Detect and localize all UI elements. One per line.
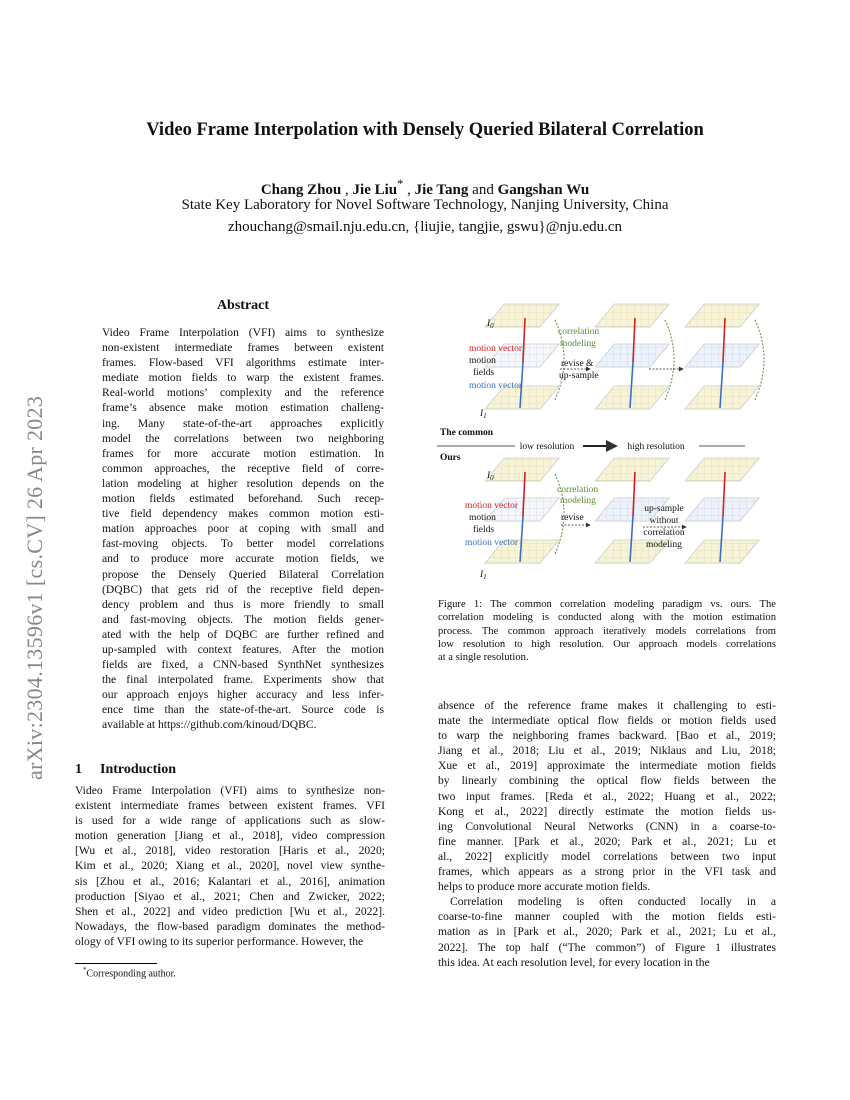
caption-line: Figure 1: The common correlation modeling paradigm vs. ours. The xyxy=(438,599,776,610)
text-line: [Wu et al., 2018], video restoration [Haris et al., 2020; xyxy=(75,844,385,858)
text-line: available at https://github.com/kinoud/DQBC. xyxy=(102,718,317,732)
text-line: two input frames. [Reda et al., 2022; Huang et al., 2022; xyxy=(438,789,776,803)
text-line: Kong et al., 2022] directly estimate the motion fields us- xyxy=(438,804,776,818)
text-line: the final interpolated frame. Experiments show that xyxy=(102,673,384,687)
text-line: Nowadays, the flow-based paradigm dominates the method- xyxy=(75,919,385,933)
label-ours: Ours xyxy=(440,453,461,463)
text-line: production [Siyao et al., 2021; Chen and Zwicker, 2022; xyxy=(75,889,385,903)
abstract-heading: Abstract xyxy=(216,298,270,313)
text-line: is used for a wide range of applications such as slow- xyxy=(75,814,385,828)
text-line: 2022]. The top half (“The common”) of Figure 1 illustrates xyxy=(438,940,776,954)
text-line: frames. Flow-based VFI algorithms estimate inter- xyxy=(102,356,384,370)
text-line: this idea. At each resolution level, for every location in the xyxy=(438,955,710,969)
section-heading-introduction xyxy=(75,762,194,778)
text-line: Jiang et al., 2018; Liu et al., 2019; Niklaus and Liu, 2018; xyxy=(438,744,776,758)
text-line: by linearly combining the optical flow fields between the xyxy=(438,774,776,788)
text-line: ated with the help of DQBC are further refined and xyxy=(102,627,384,641)
label-revise-and: revise & xyxy=(561,359,594,369)
label-motion-vector-red-ours: motion vector xyxy=(465,501,519,511)
label-fields: fields xyxy=(473,368,495,378)
text-line: existent intermediate frames between existent frames. VFI xyxy=(75,799,385,813)
label-modeling-ours: modeling xyxy=(560,496,596,506)
label-fields-ours: fields xyxy=(473,525,495,535)
label-i0: $I_0$ xyxy=(487,319,494,330)
text-line: lation modeling at higher resolution depends on the xyxy=(102,476,384,490)
text-line: frames for more accurate motion estimation. In xyxy=(102,446,384,460)
label-without: without xyxy=(649,516,679,526)
text-line: mation approaches poor at coping with small and xyxy=(102,522,384,536)
label-motion-vector-blue: motion vector xyxy=(469,381,523,391)
text-line: coarse-to-fine manner coupled with the motion fields esti- xyxy=(438,910,776,924)
label-motion-vector-blue-ours: motion vector xyxy=(465,538,519,548)
footnote-text: Corresponding author. xyxy=(86,968,176,980)
text-line: mediate motion fields to warp the existent frames. xyxy=(102,371,384,385)
text-line: model the correlations between two neighboring xyxy=(102,431,384,445)
label-revise: revise xyxy=(561,513,584,523)
caption-line: correlation modeling is conducted along with the motion estimation xyxy=(438,612,776,624)
text-line: our approach enjoys higher accuracy and less infer- xyxy=(102,688,384,702)
label-motion-ours: motion xyxy=(469,513,496,523)
text-line: dency problem and thus is more friendly to small xyxy=(102,597,384,611)
bottom-i0-panel-3-grid xyxy=(685,458,759,481)
label-i0-ours: $I_0$ xyxy=(487,471,494,482)
text-line: ing. Many state-of-the-art approaches explicitly xyxy=(102,416,384,430)
text-line: up-sampled with context features. After the motion xyxy=(102,642,384,656)
footnote-mark: * xyxy=(83,966,87,974)
label-motion: motion xyxy=(469,356,496,366)
footnote xyxy=(83,966,176,979)
text-line: fields are fixed, a CNN-based SynthNet synthesizes xyxy=(102,658,384,672)
bottom-i1-panel-3-grid xyxy=(685,540,759,563)
text-line: frames, which appears as a strong prior in the VFI task and xyxy=(438,865,776,879)
text-line: fast-moving objects. To better model correlations xyxy=(102,537,384,551)
figure-1-diagram xyxy=(440,298,775,588)
text-line: sis [Zhou et al., 2016; Kalantari et al., 2016], animation xyxy=(75,874,385,888)
footnote-rule xyxy=(75,963,157,964)
label-modeling-2: modeling xyxy=(646,540,682,550)
text-line: tive field dependency makes common motion esti- xyxy=(102,507,384,521)
label-correlation-ours: correlation xyxy=(557,485,599,495)
corresponding-mark: * xyxy=(397,177,404,191)
abstract-body xyxy=(102,325,384,733)
sep: , xyxy=(403,182,415,198)
text-line: Correlation modeling is often conducted locally in a xyxy=(450,895,776,909)
label-high-resolution: high resolution xyxy=(627,442,685,452)
label-motion-vector-red: motion vector xyxy=(469,344,523,354)
caption-line: process. The common approach iteratively models correlations from xyxy=(438,625,776,637)
caption-line: low resolution to high resolution. Our approach models correlations xyxy=(438,638,776,650)
text-line: ology of VFI owing to its superior performance. However, the xyxy=(75,934,364,948)
caption-line: at a single resolution. xyxy=(438,652,529,664)
label-low-resolution: low resolution xyxy=(519,442,575,452)
text-line: helps to produce more accurate motion fields. xyxy=(438,880,651,894)
text-line: motion fields estimated beforehand. Such recep- xyxy=(102,492,384,506)
top-i0-panel-1-grid xyxy=(485,304,559,327)
text-line: Kim et al., 2020; Xiang et al., 2020], novel view synthe- xyxy=(75,859,385,873)
section-number: 1 xyxy=(75,762,82,777)
label-correlation: correlation xyxy=(558,327,600,337)
right-column-body xyxy=(438,698,776,970)
introduction-body xyxy=(75,783,385,949)
emails: zhouchang@smail.nju.edu.cn, {liujie, tangjie, gswu}@nju.edu.cn xyxy=(227,219,623,235)
text-line: and to produce more accurate motion fields, we xyxy=(102,552,384,566)
label-up-sample: up-sample xyxy=(559,371,599,381)
text-line: motion generation [Jiang et al., 2018], video compression xyxy=(75,829,385,843)
text-line: Video Frame Interpolation (VFI) aims to synthesize non- xyxy=(75,784,385,797)
text-line: Real-world motions’ complexity and the reference xyxy=(102,386,384,400)
top-i1-panel-3-grid xyxy=(685,386,759,409)
authors xyxy=(0,177,850,199)
text-line: mation as in [Park et al., 2020; Park et al., 2021; Lu et al., xyxy=(438,925,776,939)
section-title: Introduction xyxy=(100,762,176,777)
text-line: al., 2022] explicitly model correlations between two input xyxy=(438,849,776,863)
text-line: Shen et al., 2022] and video prediction [Wu et al., 2022]. xyxy=(75,904,385,918)
bottom-i0-panel-1-grid xyxy=(485,458,559,481)
arxiv-identifier: arXiv:2304.13596v1 [cs.CV] 26 Apr 2023 xyxy=(22,395,47,780)
author: Jie Tang xyxy=(414,182,469,198)
text-line: common approaches, the receptive field of corre- xyxy=(102,461,384,475)
label-up-sample-ours: up-sample xyxy=(644,504,684,514)
bottom-i0-panel-2-grid xyxy=(595,458,669,481)
text-line: non-existent intermediate frames between existent xyxy=(102,341,384,355)
text-line: propose the Densely Queried Bilateral Correlation xyxy=(102,567,384,581)
text-line: frame’s absence make motion estimation challeng- xyxy=(102,401,384,415)
sep: , xyxy=(341,182,353,198)
sep: and xyxy=(468,182,498,198)
label-the-common: The common xyxy=(440,428,494,438)
figure-1-caption xyxy=(438,598,776,664)
label-i1-ours: $I_1$ xyxy=(480,570,487,581)
text-line: mate the intermediate optical flow fields or motion fields used xyxy=(438,714,776,728)
top-i1-panel-2-grid xyxy=(595,386,669,409)
text-line: and fast-moving objects. The motion fields gener- xyxy=(102,612,384,626)
text-line: fine manner. [Park et al., 2020; Park et al., 2021; Lu et xyxy=(438,834,776,848)
affiliation: State Key Laboratory for Novel Software Technology, Nanjing University, China xyxy=(181,197,669,213)
text-line: Xue et al., 2019] approximate the intermediate motion fields xyxy=(438,759,776,773)
paper-title: Video Frame Interpolation with Densely Queried Bilateral Correlation xyxy=(146,120,704,140)
text-line: ing Convolutional Neural Networks (CNN) in a coarse-to- xyxy=(438,819,776,833)
text-line: ence time than the state-of-the-art. Source code is xyxy=(102,703,384,717)
author: Gangshan Wu xyxy=(497,182,590,198)
text-line: Video Frame Interpolation (VFI) aims to synthesize xyxy=(102,326,384,339)
text-line: (DQBC) that gets rid of the receptive field depen- xyxy=(102,582,384,596)
label-i1: $I_1$ xyxy=(480,409,487,420)
label-modeling: modeling xyxy=(560,339,596,349)
author: Jie Liu xyxy=(352,182,398,198)
text-line: absence of the reference frame makes it challenging to esti- xyxy=(438,699,776,712)
text-line: to warp the neighboring frames backward. [Bao et al., 2019; xyxy=(438,729,776,743)
label-correlation-2: correlation xyxy=(643,528,685,538)
top-i0-panel-2-grid xyxy=(595,304,669,327)
author: Chang Zhou xyxy=(260,182,342,198)
top-i0-panel-3-grid xyxy=(685,304,759,327)
